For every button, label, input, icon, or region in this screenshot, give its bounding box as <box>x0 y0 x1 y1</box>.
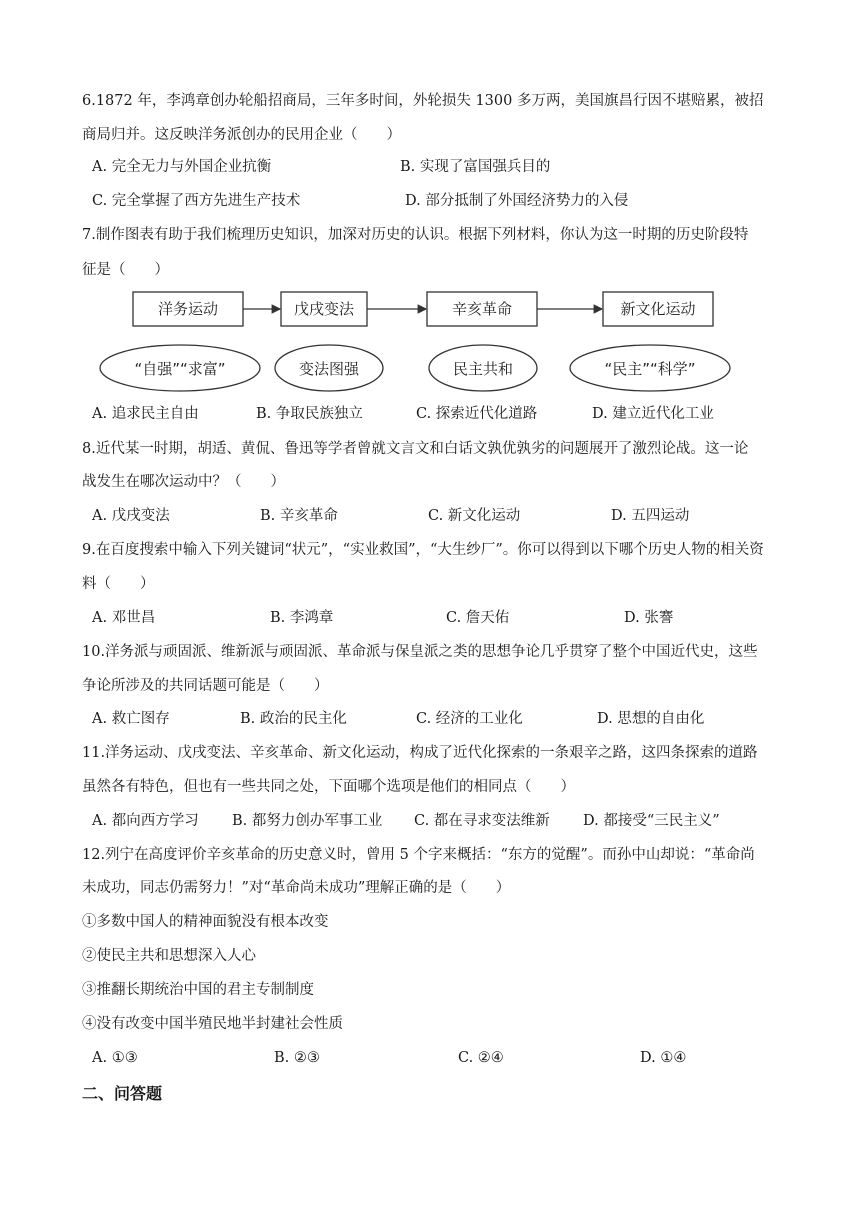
q11-option-a[interactable]: A. 都向西方学习 <box>92 813 199 829</box>
q9-option-a[interactable]: A. 邓世昌 <box>92 610 156 626</box>
diagram-box-label-2: 戊戌变法 <box>293 300 355 318</box>
diagram-box-label-1: 洋务运动 <box>157 300 219 318</box>
q12-option-d[interactable]: D. ①④ <box>640 1050 687 1066</box>
q12-item-2: ②使民主共和思想深入人心 <box>82 948 256 964</box>
q8-stem-line2: 战发生在哪次运动中？（ ） <box>82 474 285 490</box>
q7-option-a[interactable]: A. 追求民主自由 <box>92 406 199 422</box>
q12-item-4: ④没有改变中国半殖民地半封建社会性质 <box>82 1016 343 1032</box>
q7-flow-diagram <box>95 286 735 396</box>
q7-stem-line2: 征是（ ） <box>82 262 169 278</box>
q11-option-b[interactable]: B. 都努力创办军事工业 <box>232 813 383 829</box>
q10-option-a[interactable]: A. 救亡图存 <box>92 711 170 727</box>
q12-item-3: ③推翻长期统治中国的君主专制制度 <box>82 982 314 998</box>
q12-option-c[interactable]: C. ②④ <box>458 1050 504 1066</box>
q9-stem-line2: 料（ ） <box>82 576 155 592</box>
q12-option-b[interactable]: B. ②③ <box>274 1050 320 1066</box>
q7-option-c[interactable]: C. 探索近代化道路 <box>416 406 538 422</box>
q12-stem-line1: 12.列宁在高度评价辛亥革命的历史意义时，曾用 5 个字来概括：“东方的觉醒”。而孙中山却说：“革命尚 <box>82 847 755 863</box>
q6-option-b[interactable]: B. 实现了富国强兵目的 <box>400 159 551 175</box>
q12-option-a[interactable]: A. ①③ <box>92 1050 138 1066</box>
q12-stem-line2: 未成功，同志仍需努力！”对“革命尚未成功”理解正确的是（ ） <box>82 880 511 896</box>
diagram-oval-label-2: 变法图强 <box>298 360 360 378</box>
q9-stem-line1: 9.在百度搜索中输入下列关键词“状元”，“实业救国”，“大生纱厂”。你可以得到以下哪个历史人物的相关资 <box>82 542 764 558</box>
q12-item-1: ①多数中国人的精神面貌没有根本改变 <box>82 914 329 930</box>
diagram-box-label-4: 新文化运动 <box>620 300 696 318</box>
q8-option-d[interactable]: D. 五四运动 <box>611 508 690 524</box>
q10-option-c[interactable]: C. 经济的工业化 <box>416 711 523 727</box>
q9-option-d[interactable]: D. 张謇 <box>624 610 674 626</box>
q11-stem-line1: 11.洋务运动、戊戌变法、辛亥革命、新文化运动，构成了近代化探索的一条艰辛之路，这四条探索的道路 <box>82 745 758 761</box>
q8-option-b[interactable]: B. 辛亥革命 <box>260 508 338 524</box>
diagram-box-label-3: 辛亥革命 <box>451 300 513 318</box>
section-heading: 二、问答题 <box>82 1084 163 1103</box>
q10-option-b[interactable]: B. 政治的民主化 <box>240 711 347 727</box>
q8-stem-line1: 8.近代某一时期，胡适、黄侃、鲁迅等学者曾就文言文和白话文孰优孰劣的问题展开了激烈论战。这一论 <box>82 441 749 457</box>
q7-option-b[interactable]: B. 争取民族独立 <box>256 406 363 422</box>
q9-option-c[interactable]: C. 詹天佑 <box>446 610 510 626</box>
q6-option-a[interactable]: A. 完全无力与外国企业抗衡 <box>92 159 272 175</box>
q7-stem-line1: 7.制作图表有助于我们梳理历史知识，加深对历史的认识。根据下列材料，你认为这一时期的历史阶段特 <box>82 227 749 243</box>
q11-option-d[interactable]: D. 都接受“三民主义” <box>583 813 720 829</box>
diagram-oval-label-3: 民主共和 <box>452 360 514 378</box>
q11-stem-line2: 虽然各有特色，但也有一些共同之处，下面哪个选项是他们的相同点（ ） <box>82 779 575 795</box>
q6-option-c[interactable]: C. 完全掌握了西方先进生产技术 <box>92 193 301 209</box>
q8-option-a[interactable]: A. 戊戌变法 <box>92 508 170 524</box>
q11-option-c[interactable]: C. 都在寻求变法维新 <box>414 813 550 829</box>
q9-option-b[interactable]: B. 李鸿章 <box>270 610 334 626</box>
q8-option-c[interactable]: C. 新文化运动 <box>428 508 521 524</box>
q10-option-d[interactable]: D. 思想的自由化 <box>597 711 705 727</box>
q7-option-d[interactable]: D. 建立近代化工业 <box>592 406 714 422</box>
diagram-oval-label-1: “自强”“求富” <box>134 360 226 378</box>
diagram-oval-label-4: “民主”“科学” <box>604 360 696 378</box>
q10-stem-line2: 争论所涉及的共同话题可能是（ ） <box>82 678 329 694</box>
q6-stem-line1: 6.1872 年，李鸿章创办轮船招商局，三年多时间，外轮损失 1300 多万两，美国旗昌行因不堪赔累，被招 <box>82 93 764 109</box>
q10-stem-line1: 10.洋务派与顽固派、维新派与顽固派、革命派与保皇派之类的思想争论几乎贯穿了整个中国近代史，这些 <box>82 644 758 660</box>
q6-stem-line2: 商局归并。这反映洋务派创办的民用企业（ ） <box>82 127 401 143</box>
q6-option-d[interactable]: D. 部分抵制了外国经济势力的入侵 <box>405 193 629 209</box>
